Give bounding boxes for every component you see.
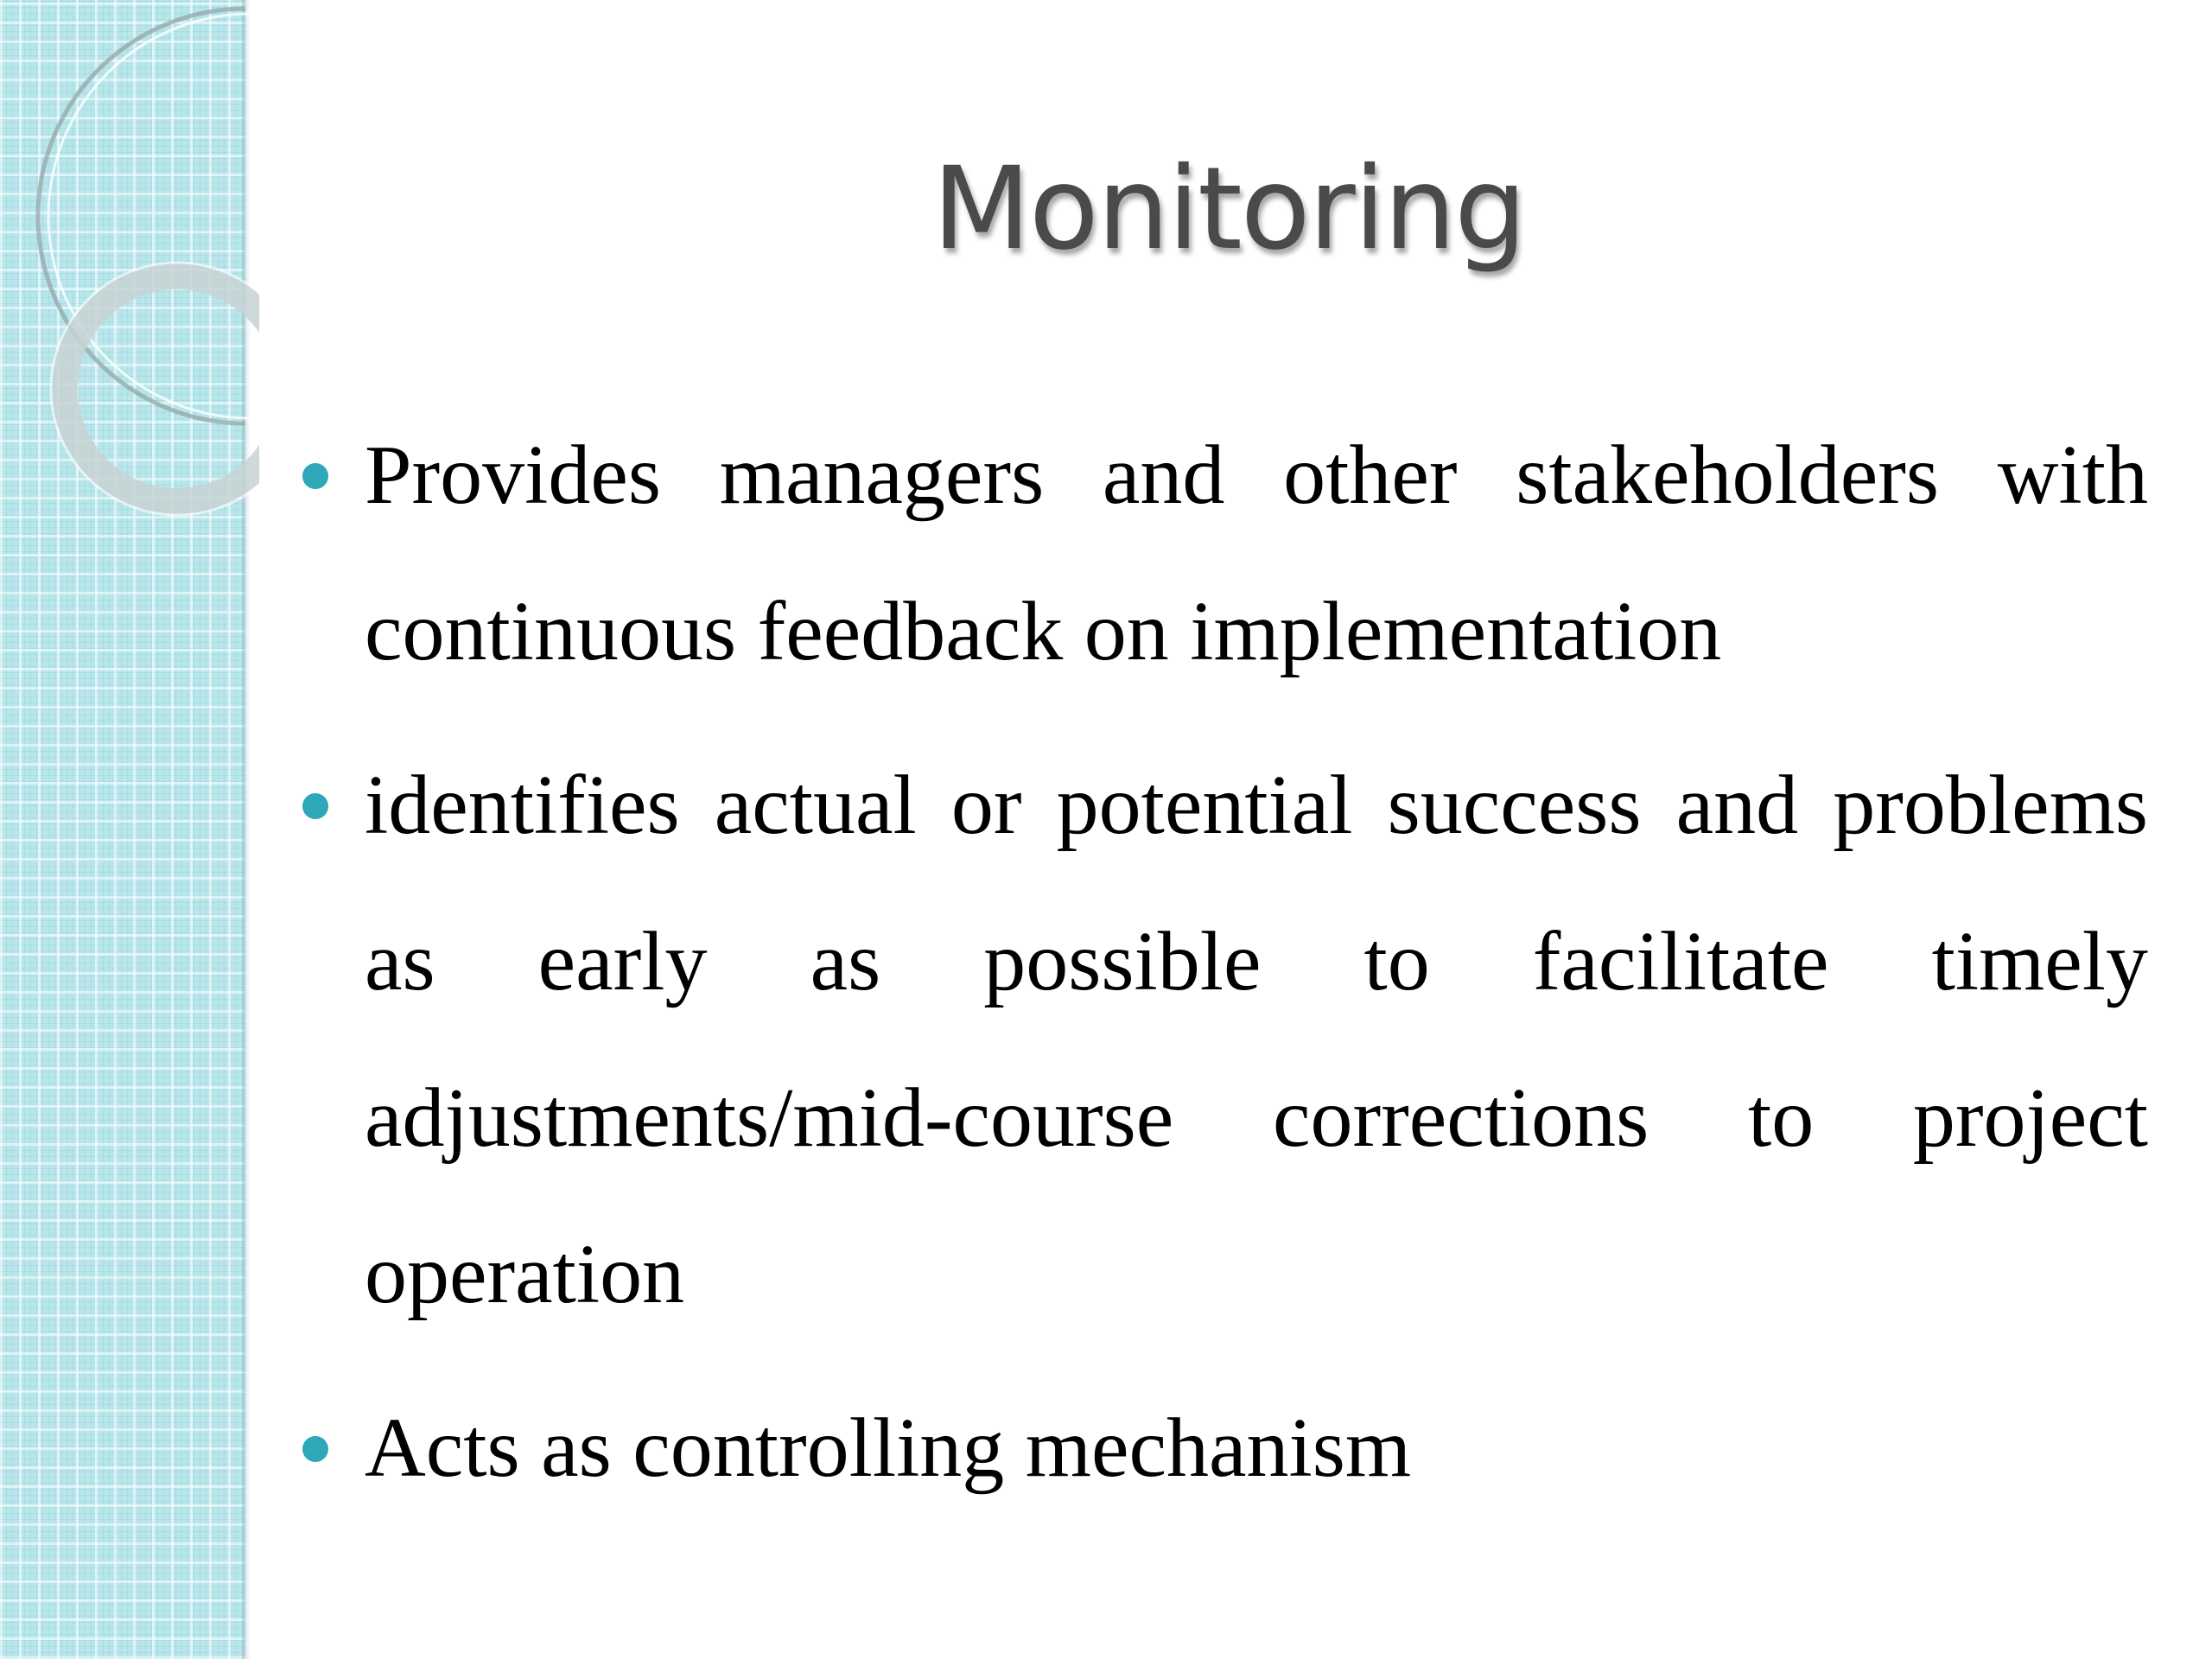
bullet-item xyxy=(302,728,2148,1353)
bullet-dot-icon xyxy=(302,1436,328,1462)
bullet-text: Provides managers and other stakeholders with continuous feedback on implementation xyxy=(365,429,2148,678)
decorative-rings-icon xyxy=(0,0,259,553)
bullet-list xyxy=(302,397,2148,1544)
bullet-dot-icon xyxy=(302,463,328,489)
slide-title: Monitoring xyxy=(932,143,1525,276)
bullet-dot-icon xyxy=(302,793,328,819)
bullet-item xyxy=(302,397,2148,710)
bullet-text: identifies actual or potential success and problems as early as possible to facilitate timely adjustments/mid-course corrections to project operation xyxy=(365,759,2148,1321)
bullet-item xyxy=(302,1370,2148,1527)
bullet-text: Acts as controlling mechanism xyxy=(365,1402,1412,1495)
